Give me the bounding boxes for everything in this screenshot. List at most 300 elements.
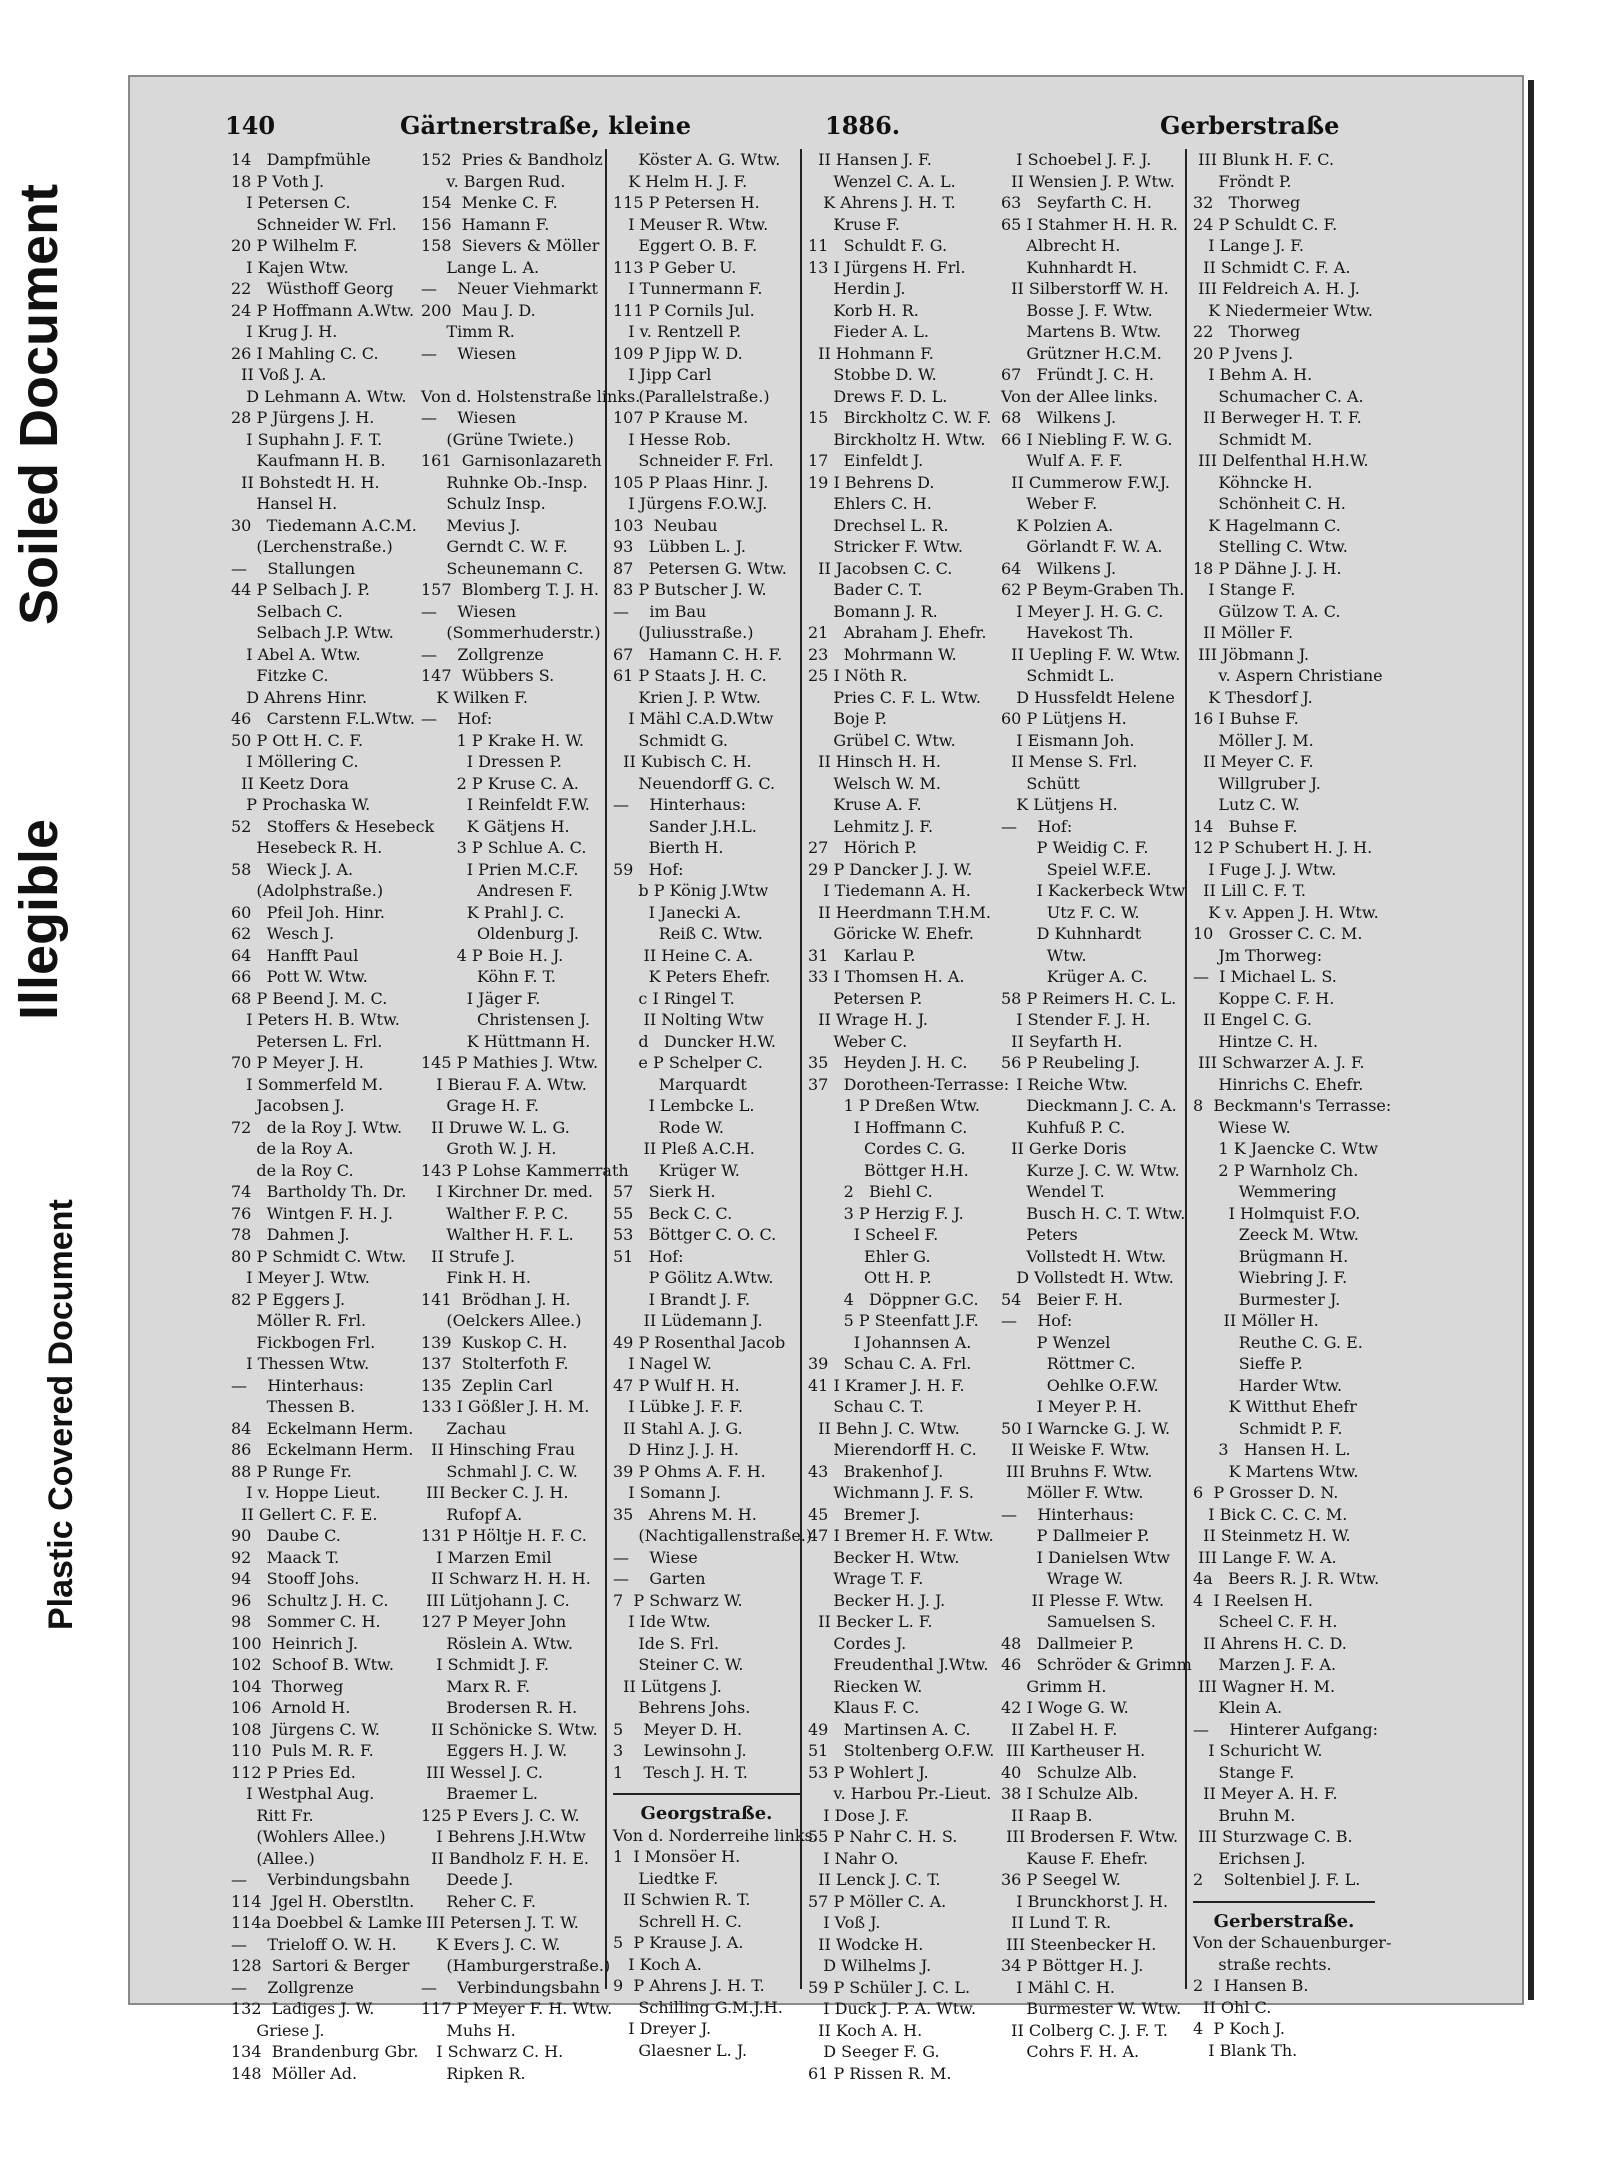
directory-entry: — Hinterhaus: <box>231 1375 365 1395</box>
directory-entry: (Wohlers Allee.) <box>231 1827 386 1846</box>
directory-entry: III Lütjohann J. C. <box>421 1590 570 1610</box>
directory-entry: 37 Dorotheen-Terrasse: <box>808 1074 1010 1094</box>
directory-entry: Freudenthal J.Wtw. <box>808 1655 989 1674</box>
directory-entry: III Petersen J. T. W. <box>421 1913 579 1932</box>
directory-entry: II Schwarz H. H. H. <box>421 1569 591 1588</box>
directory-entry: Krien J. P. Wtw. <box>613 687 761 707</box>
directory-entry: 1 I Monsöer H. <box>613 1847 741 1866</box>
directory-entry: Ott H. P. <box>808 1268 932 1287</box>
directory-entry: II Lill C. F. T. <box>1193 881 1306 900</box>
directory-entry: III Blunk H. F. C. <box>1193 150 1335 169</box>
directory-entry: Burmester W. Wtw. <box>1001 1999 1182 2018</box>
directory-entry: I Suphahn J. F. T. <box>231 429 383 449</box>
directory-entry: Fieder A. L. <box>808 322 929 341</box>
directory-entry: I Kackerbeck Wtw <box>1001 881 1186 900</box>
directory-entry: Fink H. H. <box>421 1268 531 1287</box>
directory-entry: 157 Blomberg T. J. H. <box>421 580 599 599</box>
directory-entry: — im Bau <box>613 601 707 621</box>
directory-entry: 13 I Jürgens H. Frl. <box>808 257 966 277</box>
directory-entry: — Hof: <box>1001 1311 1073 1330</box>
directory-entry: Liedtke F. <box>613 1868 719 1888</box>
directory-entry: I Brandt J. F. <box>613 1289 751 1309</box>
directory-entry: I Petersen C. <box>231 193 351 212</box>
directory-entry: I Stender F. J. H. <box>1001 1010 1151 1029</box>
directory-entry: K v. Appen J. H. Wtw. <box>1193 902 1379 922</box>
directory-entry: (Lerchenstraße.) <box>231 537 393 556</box>
directory-entry: Selbach J.P. Wtw. <box>231 623 394 642</box>
directory-entry: 111 P Cornils Jul. <box>613 300 755 320</box>
directory-entry: Marquardt <box>613 1074 747 1094</box>
directory-entry: 19 I Behrens D. <box>808 472 935 492</box>
directory-entry: Hansel H. <box>231 494 338 513</box>
directory-entry: — Verbindungsbahn <box>231 1870 410 1889</box>
directory-entry: 133 I Gößler J. H. M. <box>421 1397 590 1416</box>
directory-entry: 29 P Dancker J. J. W. <box>808 859 973 879</box>
directory-entry: Schmidt M. <box>1193 429 1313 449</box>
directory-entry: Reiß C. Wtw. <box>613 924 763 943</box>
directory-entry: — Hinterer Aufgang: <box>1193 1719 1378 1739</box>
directory-entry: Mevius J. <box>421 515 521 535</box>
directory-entry: Grage H. F. <box>421 1096 540 1115</box>
directory-entry: K Gätjens H. <box>421 816 570 836</box>
directory-entry: 70 P Meyer J. H. <box>231 1053 364 1072</box>
directory-entry: Ritt Fr. <box>231 1805 314 1825</box>
directory-entry: I Meyer J. Wtw. <box>231 1268 370 1287</box>
directory-entry: — Garten <box>613 1569 706 1588</box>
directory-entry: II Lüdemann J. <box>613 1311 763 1330</box>
directory-entry: I Prien M.C.F. <box>421 859 579 879</box>
directory-entry: Brügmann H. <box>1193 1246 1349 1266</box>
directory-entry: K Hagelmann C. <box>1193 515 1341 535</box>
directory-entry: Von der Schauenburger- <box>1193 1933 1392 1952</box>
directory-entry: II Ahrens H. C. D. <box>1193 1633 1347 1653</box>
directory-entry: I Jäger F. <box>421 988 541 1008</box>
directory-entry: 53 P Wohlert J. <box>808 1762 929 1782</box>
directory-entry: 64 Hanfft Paul <box>231 945 359 965</box>
directory-entry: K Helm H. J. F. <box>613 171 748 191</box>
directory-entry: I Möllering C. <box>231 752 359 771</box>
directory-entry: I Mähl C.A.D.Wtw <box>613 709 774 728</box>
section-rule <box>613 1783 800 1795</box>
directory-entry: 112 P Pries Ed. <box>231 1762 356 1782</box>
directory-entry: 35 Heyden J. H. C. <box>808 1053 968 1072</box>
directory-entry: 87 Petersen G. Wtw. <box>613 558 787 578</box>
directory-entry: Wiebring J. F. <box>1193 1268 1348 1287</box>
directory-entry: I Voß J. <box>808 1913 881 1932</box>
directory-entry: K Ahrens J. H. T. <box>808 193 956 212</box>
directory-entry: 66 Pott W. Wtw. <box>231 967 368 986</box>
directory-entry: K Lütjens H. <box>1001 795 1118 814</box>
directory-column-4 <box>800 149 1010 2083</box>
directory-entry: P Gölitz A.Wtw. <box>613 1268 774 1287</box>
directory-entry: 105 P Plaas Hinr. J. <box>613 472 769 492</box>
directory-entry: 102 Schoof B. Wtw. <box>231 1655 394 1674</box>
directory-entry: I Thessen Wtw. <box>231 1354 370 1373</box>
directory-entry: 15 Birckholtz C. W. F. <box>808 408 992 427</box>
directory-entry: II Plesse F. Wtw. <box>1001 1590 1165 1610</box>
directory-entry: Ehler G. <box>808 1246 931 1266</box>
directory-entry: 47 P Wulf H. H. <box>613 1375 740 1395</box>
directory-entry: Klaus F. C. <box>808 1698 920 1717</box>
directory-entry: D Lehmann A. Wtw. <box>231 386 407 406</box>
directory-entry: 114a Doebbel & Lamke <box>231 1913 423 1932</box>
directory-entry: 14 Dampfmühle <box>231 150 371 169</box>
directory-entry: I Meyer P. H. <box>1001 1397 1142 1416</box>
directory-entry: — Wiesen <box>421 343 517 363</box>
directory-entry: 17 Einfeldt J. <box>808 451 924 470</box>
directory-entry: II Bohstedt H. H. <box>231 472 380 492</box>
directory-entry: II Berweger H. T. F. <box>1193 408 1362 427</box>
directory-entry: Wendel T. <box>1001 1182 1105 1201</box>
directory-entry: Walther H. F. L. <box>421 1225 574 1244</box>
directory-entry: — Neuer Viehmarkt <box>421 279 598 298</box>
directory-entry: 61 P Staats J. H. C. <box>613 666 767 685</box>
directory-entry: I Hesse Rob. <box>613 429 732 449</box>
directory-entry: 82 P Eggers J. <box>231 1289 346 1309</box>
directory-entry: II Colberg C. J. F. T. <box>1001 2020 1168 2040</box>
directory-entry: Scheel C. F. H. <box>1193 1612 1338 1631</box>
directory-entry: 94 Stooff Johs. <box>231 1569 360 1588</box>
directory-entry: Von der Allee links. <box>1001 386 1158 406</box>
directory-entry: straße rechts. <box>1193 1954 1332 1974</box>
directory-entry: D Ahrens Hinr. <box>231 687 368 707</box>
directory-entry: Köhncke H. <box>1193 472 1313 492</box>
directory-entry: 72 de la Roy J. Wtw. <box>231 1117 403 1137</box>
directory-entry: Eggers H. J. W. <box>421 1741 568 1760</box>
directory-entry: Petersen L. Frl. <box>231 1031 383 1051</box>
directory-entry: II Silberstorff W. H. <box>1001 279 1169 298</box>
directory-entry: 26 I Mahling C. C. <box>231 343 379 363</box>
directory-entry: Wrage T. F. <box>808 1569 924 1588</box>
directory-entry: 20 P Wilhelm F. <box>231 236 358 255</box>
directory-columns <box>225 149 1392 2083</box>
directory-entry: 57 P Möller C. A. <box>808 1891 947 1911</box>
directory-column-3 <box>605 149 818 2060</box>
directory-entry: b P König J.Wtw <box>613 881 769 900</box>
directory-entry: II Raap B. <box>1001 1805 1093 1825</box>
directory-entry: II Gerke Doris <box>1001 1139 1127 1158</box>
directory-entry: 58 P Reimers H. C. L. <box>1001 988 1177 1008</box>
directory-entry: Bomann J. R. <box>808 601 938 621</box>
directory-entry: Havekost Th. <box>1001 623 1134 642</box>
directory-entry: 52 Stoffers & Hesebeck <box>231 816 435 836</box>
directory-entry: 67 Fründt J. C. H. <box>1001 365 1154 384</box>
directory-entry: Vollstedt H. Wtw. <box>1001 1246 1167 1266</box>
directory-entry: I Nagel W. <box>613 1354 712 1373</box>
directory-entry: 5 Meyer D. H. <box>613 1719 743 1739</box>
directory-entry: 125 P Evers J. C. W. <box>421 1805 580 1825</box>
directory-entry: Wiese W. <box>1193 1117 1291 1137</box>
directory-entry: 49 Martinsen A. C. <box>808 1719 971 1739</box>
page-header <box>225 111 1375 147</box>
directory-entry: P Dallmeier P. <box>1001 1526 1150 1545</box>
directory-entry: D Seeger F. G. <box>808 2042 940 2061</box>
directory-entry: 39 P Ohms A. F. H. <box>613 1461 766 1481</box>
directory-entry: 5 P Steenfatt J.F. <box>808 1311 979 1330</box>
directory-entry: Bruhn M. <box>1193 1805 1296 1825</box>
directory-entry: (Grüne Twiete.) <box>421 429 574 449</box>
directory-entry: Thessen B. <box>231 1397 356 1416</box>
directory-entry: 147 Wübbers S. <box>421 666 555 685</box>
directory-entry: 3 Hansen H. L. <box>1193 1440 1351 1459</box>
directory-entry: Oldenburg J. <box>421 924 579 943</box>
directory-entry: 46 Carstenn F.L.Wtw. <box>231 709 416 728</box>
directory-entry: I Blank Th. <box>1193 2040 1298 2060</box>
directory-entry: 161 Garnisonlazareth <box>421 451 602 470</box>
directory-entry: 1 P Dreßen Wtw. <box>808 1096 980 1115</box>
directory-entry: II Bandholz F. H. E. <box>421 1848 589 1868</box>
directory-entry: Reher C. F. <box>421 1891 536 1911</box>
directory-entry: 128 Sartori & Berger <box>231 1956 410 1975</box>
directory-entry: I v. Rentzell P. <box>613 322 742 341</box>
directory-entry: P Prochaska W. <box>231 795 371 814</box>
directory-entry: Ide S. Frl. <box>613 1633 720 1653</box>
directory-entry: II Meyer A. H. F. <box>1193 1784 1338 1803</box>
directory-entry: Von d. Holstenstraße links. <box>421 386 641 406</box>
directory-entry: 60 P Lütjens H. <box>1001 709 1127 728</box>
directory-entry: Grützner H.C.M. <box>1001 343 1162 363</box>
directory-entry: Utz F. C. W. <box>1001 902 1140 922</box>
side-label-plastic-covered: Plastic Covered Document <box>42 1199 80 1630</box>
directory-entry: Willgruber J. <box>1193 773 1321 793</box>
directory-entry: 50 I Warncke G. J. W. <box>1001 1418 1171 1438</box>
directory-entry: III Becker C. J. H. <box>421 1483 569 1502</box>
directory-entry: II Wrage H. J. <box>808 1010 928 1029</box>
directory-entry: I Mähl C. H. <box>1001 1977 1115 1997</box>
directory-entry: 80 P Schmidt C. Wtw. <box>231 1246 407 1266</box>
directory-entry: Becker H. Wtw. <box>808 1547 960 1567</box>
directory-entry: 131 P Höltje H. F. C. <box>421 1526 587 1545</box>
directory-entry: — Verbindungsbahn <box>421 1977 600 1997</box>
directory-entry: III Schwarzer A. J. F. <box>1193 1053 1365 1072</box>
directory-entry: 33 I Thomsen H. A. <box>808 967 965 986</box>
directory-entry: Böttger H.H. <box>808 1160 969 1180</box>
directory-entry: Zeeck M. Wtw. <box>1193 1225 1359 1244</box>
directory-entry: — Hinterhaus: <box>1001 1504 1135 1524</box>
street-heading: Georgstraße. <box>640 1803 773 1824</box>
directory-entry: 62 P Beym-Graben Th. <box>1001 580 1185 599</box>
directory-entry: (Sommerhuderstr.) <box>421 623 601 642</box>
directory-entry: 46 Schröder & Grimm <box>1001 1655 1192 1674</box>
directory-entry: 98 Sommer C. H. <box>231 1612 381 1631</box>
directory-entry: I Stange F. <box>1193 580 1296 599</box>
page-number: 140 <box>225 111 276 140</box>
directory-entry: 58 Wieck J. A. <box>231 859 354 879</box>
directory-entry: Jacobsen J. <box>231 1096 345 1115</box>
section-rule <box>1193 1891 1375 1903</box>
directory-entry: Köhn F. T. <box>421 967 556 986</box>
directory-entry: I Scheel F. <box>808 1225 939 1244</box>
directory-entry: Selbach C. <box>231 601 343 621</box>
directory-entry: 127 P Meyer John <box>421 1612 567 1631</box>
directory-entry: I Krug J. H. <box>231 322 338 341</box>
directory-entry: K Niedermeier Wtw. <box>1193 300 1373 320</box>
directory-entry: II Voß J. A. <box>231 365 327 384</box>
directory-entry: Samuelsen S. <box>1001 1612 1156 1631</box>
directory-entry: II Koch A. H. <box>808 2020 923 2040</box>
directory-entry: K Martens Wtw. <box>1193 1461 1359 1481</box>
directory-entry: 57 Sierk H. <box>613 1182 716 1201</box>
directory-entry: 1 Tesch J. H. T. <box>613 1762 748 1782</box>
directory-entry: 39 Schau C. A. Frl. <box>808 1354 972 1373</box>
directory-entry: 50 P Ott H. C. F. <box>231 730 364 750</box>
directory-entry: II Mense S. Frl. <box>1001 752 1138 771</box>
directory-entry: 8 Beckmann's Terrasse: <box>1193 1096 1392 1115</box>
directory-entry: D Vollstedt H. Wtw. <box>1001 1268 1174 1287</box>
directory-entry: 134 Brandenburg Gbr. <box>231 2042 419 2061</box>
directory-entry: I Reiche Wtw. <box>1001 1074 1128 1094</box>
directory-entry: Albrecht H. <box>1001 236 1121 255</box>
directory-entry: I Westphal Aug. <box>231 1784 375 1803</box>
directory-entry: 106 Arnold H. <box>231 1698 351 1717</box>
directory-entry: 2 P Warnholz Ch. <box>1193 1160 1359 1180</box>
directory-entry: 23 Mohrmann W. <box>808 644 957 664</box>
directory-entry: Korb H. R. <box>808 300 919 320</box>
directory-entry: I Tunnermann F. <box>613 279 763 298</box>
directory-entry: Wichmann J. F. S. <box>808 1483 974 1502</box>
directory-entry: Eggert O. B. F. <box>613 236 758 255</box>
directory-entry: 90 Daube C. <box>231 1526 341 1545</box>
directory-entry: 41 I Kramer J. H. F. <box>808 1375 965 1395</box>
directory-entry: 4 Döppner G.C. <box>808 1289 979 1309</box>
directory-entry: II Zabel H. F. <box>1001 1719 1118 1739</box>
directory-entry: 74 Bartholdy Th. Dr. <box>231 1182 407 1201</box>
directory-entry: I Dose J. F. <box>808 1805 909 1825</box>
directory-entry: — Wiese <box>613 1547 698 1567</box>
directory-entry: Schneider W. Frl. <box>231 214 397 234</box>
directory-entry: 51 Stoltenberg O.F.W. <box>808 1741 995 1760</box>
directory-entry: 25 I Nöth R. <box>808 666 908 685</box>
directory-entry: 55 Beck C. C. <box>613 1203 733 1223</box>
directory-entry: K Hüttmann H. <box>421 1031 591 1051</box>
directory-entry: 18 P Voth J. <box>231 171 325 191</box>
directory-entry: 132 Ladiges J. W. <box>231 1999 375 2018</box>
directory-entry: II Gellert C. F. E. <box>231 1504 378 1524</box>
directory-entry: Cohrs F. H. A. <box>1001 2042 1140 2061</box>
directory-entry: I Tiedemann A. H. <box>808 881 971 900</box>
directory-entry: 3 Lewinsohn J. <box>613 1741 747 1760</box>
directory-entry: Krüger W. <box>613 1160 740 1180</box>
directory-entry: 100 Heinrich J. <box>231 1633 358 1653</box>
directory-entry: 53 Böttger C. O. C. <box>613 1225 777 1244</box>
directory-entry: (Oelckers Allee.) <box>421 1311 582 1330</box>
directory-entry: 28 P Jürgens J. H. <box>231 408 375 427</box>
directory-entry: Schrell H. C. <box>613 1911 742 1931</box>
directory-entry: Peters <box>1001 1225 1078 1244</box>
directory-entry: I Ide Wtw. <box>613 1612 711 1631</box>
directory-entry: II Druwe W. L. G. <box>421 1117 570 1137</box>
directory-entry: II Nolting Wtw <box>613 1010 764 1029</box>
directory-entry: 66 I Niebling F. W. G. <box>1001 429 1173 449</box>
directory-entry: II Seyfarth H. <box>1001 1031 1123 1051</box>
directory-entry: 114 Jgel H. Oberstltn. <box>231 1891 415 1911</box>
directory-entry: Reuthe C. G. E. <box>1193 1332 1363 1352</box>
directory-entry: II Schwien R. T. <box>613 1890 751 1909</box>
directory-entry: 47 I Bremer H. F. Wtw. <box>808 1526 994 1545</box>
directory-entry: 49 P Rosenthal Jacob <box>613 1332 786 1352</box>
directory-entry: 24 P Schuldt C. F. <box>1193 214 1338 234</box>
directory-entry: 92 Maack T. <box>231 1547 340 1567</box>
directory-entry: Kuhfuß P. C. <box>1001 1117 1126 1137</box>
directory-entry: Sieffe P. <box>1193 1354 1303 1373</box>
directory-entry: 139 Kuskop C. H. <box>421 1332 568 1352</box>
directory-entry: 34 P Böttger H. J. <box>1001 1956 1144 1975</box>
directory-entry: I Lübke J. F. F. <box>613 1397 743 1416</box>
directory-entry: 93 Lübben L. J. <box>613 537 746 556</box>
directory-entry: Wrage W. <box>1001 1569 1124 1588</box>
directory-entry: de la Roy C. <box>231 1160 354 1180</box>
directory-entry: 104 Thorweg <box>231 1676 344 1696</box>
directory-entry: 35 Ahrens M. H. <box>613 1504 757 1524</box>
directory-entry: I Meuser R. Wtw. <box>613 214 769 234</box>
directory-entry: II Schönicke S. Wtw. <box>421 1719 598 1739</box>
book-page <box>128 75 1524 2083</box>
directory-entry: Birckholtz H. Wtw. <box>808 429 986 449</box>
directory-entry: — Wiesen <box>421 601 517 621</box>
directory-entry: 59 Hof: <box>613 859 684 879</box>
directory-entry: Steiner C. W. <box>613 1655 744 1674</box>
directory-entry: 96 Schultz J. H. C. <box>231 1590 389 1610</box>
directory-entry: Krüger A. C. <box>1001 967 1148 986</box>
directory-entry: D Kuhnhardt <box>1001 924 1142 943</box>
directory-entry: II Pleß A.C.H. <box>613 1139 755 1158</box>
directory-entry: Schmidt P. F. <box>1193 1418 1343 1438</box>
directory-entry: Schau C. T. <box>808 1397 924 1416</box>
directory-entry: Lange L. A. <box>421 257 540 277</box>
directory-entry: I Peters H. B. Wtw. <box>231 1010 400 1029</box>
directory-entry: I Jürgens F.O.W.J. <box>613 494 768 513</box>
directory-entry: 156 Hamann F. <box>421 214 550 234</box>
directory-entry: 68 P Beend J. M. C. <box>231 988 388 1008</box>
directory-entry: 4 P Boie H. J. <box>421 945 564 965</box>
directory-entry: II Heerdmann T.H.M. <box>808 902 991 922</box>
directory-entry: 20 P Jvens J. <box>1193 343 1294 363</box>
directory-entry: 43 Brakenhof J. <box>808 1461 944 1481</box>
directory-entry: 145 P Mathies J. Wtw. <box>421 1053 599 1072</box>
directory-entry: I Jipp Carl <box>613 365 712 384</box>
directory-entry: 143 P Lohse Kammerrath <box>421 1160 629 1180</box>
directory-entry: Göricke W. Ehefr. <box>808 924 974 943</box>
directory-entry: — Zollgrenze <box>421 644 544 664</box>
side-labels <box>0 0 125 1700</box>
directory-entry: 3 P Schlue A. C. <box>421 838 587 857</box>
directory-entry: 154 Menke C. F. <box>421 193 558 212</box>
directory-entry: 62 Wesch J. <box>231 924 335 943</box>
directory-entry: I Lange J. F. <box>1193 236 1304 255</box>
directory-entry: Brodersen R. H. <box>421 1698 578 1717</box>
directory-entry: I Kajen Wtw. <box>231 257 349 277</box>
directory-entry: Kaufmann H. B. <box>231 451 386 470</box>
directory-entry: III Bruhns F. Wtw. <box>1001 1461 1153 1481</box>
directory-entry: K Evers J. C. W. <box>421 1934 561 1954</box>
directory-entry: Cordes C. G. <box>808 1139 966 1158</box>
directory-entry: 59 P Schüler J. C. L. <box>808 1977 971 1997</box>
side-label-soiled: Soiled Document <box>9 183 69 625</box>
directory-entry: Stange F. <box>1193 1762 1295 1782</box>
directory-entry: 4 I Reelsen H. <box>1193 1590 1313 1610</box>
directory-entry: I Koch A. <box>613 1954 702 1974</box>
directory-entry: 40 Schulze Alb. <box>1001 1762 1138 1782</box>
directory-entry: 76 Wintgen F. H. J. <box>231 1203 393 1223</box>
directory-entry: Kruse F. <box>808 214 900 234</box>
directory-entry: III Lange F. W. A. <box>1193 1547 1337 1567</box>
directory-entry: 88 P Runge Fr. <box>231 1461 352 1481</box>
directory-entry: 65 I Stahmer H. H. R. <box>1001 214 1178 234</box>
directory-entry: Ripken R. <box>421 2063 526 2083</box>
directory-entry: Wtw. <box>1001 945 1087 965</box>
directory-entry: I Duck J. P. A. Wtw. <box>808 1999 977 2018</box>
directory-entry: 54 Beier F. H. <box>1001 1289 1123 1309</box>
